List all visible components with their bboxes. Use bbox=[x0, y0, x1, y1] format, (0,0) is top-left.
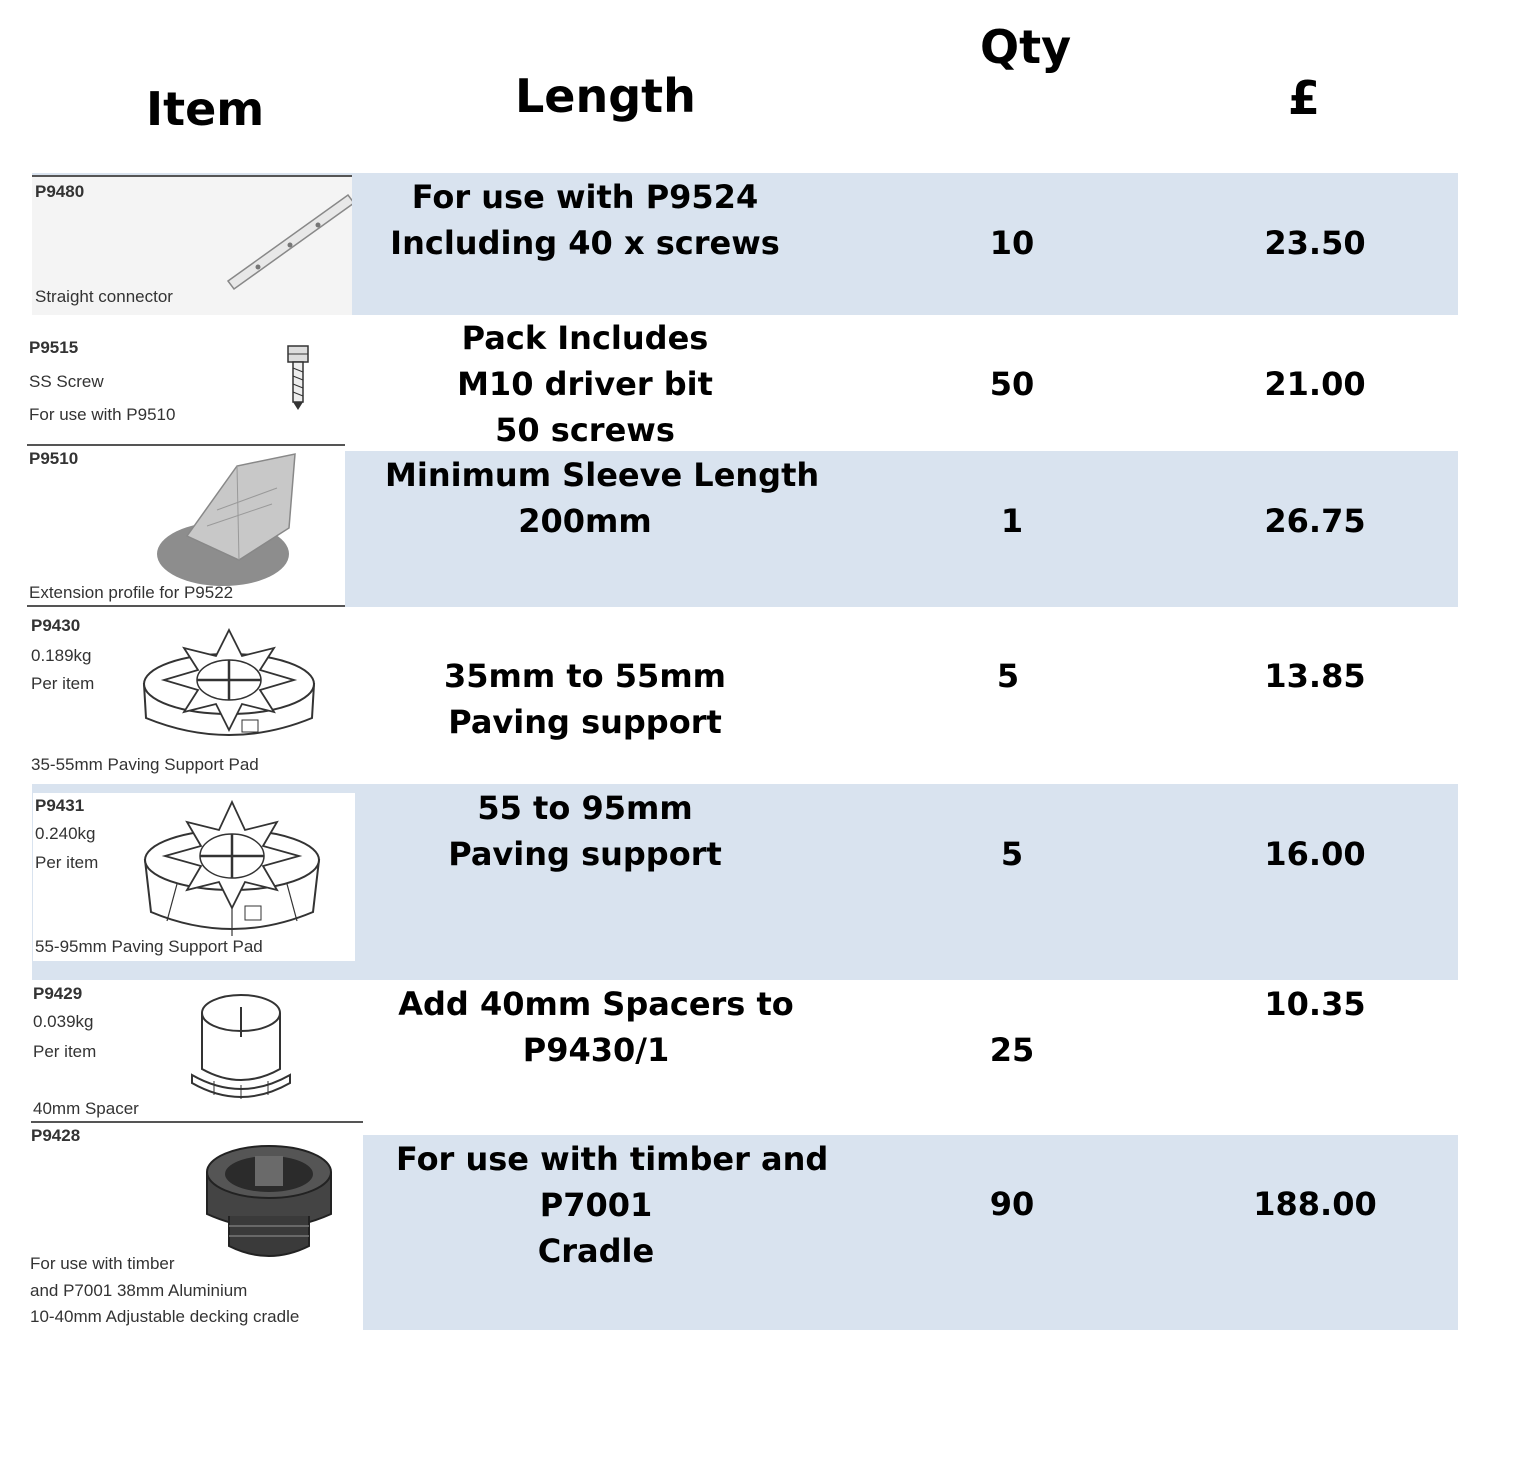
thumbnail-p9429 bbox=[31, 981, 363, 1124]
item-code: P9428 bbox=[31, 1126, 81, 1145]
item-caption: For use with P9510 bbox=[29, 405, 176, 424]
item-caption: 35-55mm Paving Support Pad bbox=[31, 755, 259, 774]
item-code: P9431 bbox=[35, 796, 85, 815]
item-code: P9510 bbox=[29, 449, 79, 468]
thumbnail-p9428 bbox=[29, 1124, 363, 1330]
header-length: Length bbox=[515, 69, 696, 123]
length-cell: 55 to 95mm Paving support bbox=[448, 789, 722, 873]
length-cell: For use with timber and P7001 Cradle bbox=[396, 1140, 829, 1270]
qty-cell: 10 bbox=[989, 224, 1035, 262]
length-cell: Minimum Sleeve Length 200mm bbox=[385, 456, 820, 540]
item-caption: SS Screw bbox=[29, 372, 104, 391]
qty-cell: 25 bbox=[989, 1031, 1035, 1069]
price-cell: 16.00 bbox=[1264, 835, 1366, 873]
paving-support-pad-icon bbox=[134, 622, 324, 752]
price-cell: 10.35 bbox=[1264, 985, 1366, 1023]
qty-cell: 90 bbox=[989, 1185, 1035, 1223]
thumbnail-p9431 bbox=[33, 793, 355, 961]
price-cell: 21.00 bbox=[1264, 365, 1366, 403]
thumbnail-p9480 bbox=[32, 175, 352, 315]
length-cell: Add 40mm Spacers to P9430/1 bbox=[398, 985, 794, 1069]
paving-support-pad-icon bbox=[137, 796, 327, 946]
item-caption: and P7001 38mm Aluminium bbox=[30, 1281, 248, 1300]
header-item: Item bbox=[146, 82, 265, 136]
header-qty: Qty bbox=[980, 20, 1072, 74]
thumbnail-p9430 bbox=[29, 614, 345, 782]
decking-cradle-icon bbox=[199, 1142, 349, 1262]
thumbnail-p9515 bbox=[27, 330, 345, 448]
item-caption: 55-95mm Paving Support Pad bbox=[35, 937, 263, 956]
item-caption: For use with timber bbox=[30, 1254, 175, 1273]
qty-cell: 5 bbox=[1000, 835, 1024, 873]
item-caption: Per item bbox=[31, 674, 95, 693]
qty-cell: 5 bbox=[996, 657, 1020, 695]
item-caption: 0.189kg bbox=[31, 646, 92, 665]
length-cell: Pack Includes M10 driver bit 50 screws bbox=[457, 319, 713, 449]
length-cell: 35mm to 55mm Paving support bbox=[444, 657, 726, 741]
item-code: P9429 bbox=[33, 984, 83, 1003]
header-price: £ bbox=[1288, 71, 1321, 125]
screw-icon bbox=[282, 344, 322, 414]
item-caption: Extension profile for P9522 bbox=[29, 583, 234, 602]
item-caption: 40mm Spacer bbox=[33, 1099, 139, 1118]
qty-cell: 1 bbox=[1000, 502, 1024, 540]
price-cell: 26.75 bbox=[1264, 502, 1366, 540]
item-caption: Per item bbox=[35, 853, 99, 872]
item-caption: 10-40mm Adjustable decking cradle bbox=[30, 1307, 300, 1326]
item-caption: 0.240kg bbox=[35, 824, 96, 843]
price-cell: 23.50 bbox=[1264, 224, 1366, 262]
item-caption: Per item bbox=[33, 1042, 97, 1061]
length-cell: For use with P9524 Including 40 x screws bbox=[390, 178, 780, 262]
item-caption: 0.039kg bbox=[33, 1012, 94, 1031]
thumbnail-p9510 bbox=[27, 448, 345, 608]
item-code: P9480 bbox=[35, 182, 85, 201]
item-caption: Straight connector bbox=[35, 287, 173, 306]
price-cell: 188.00 bbox=[1253, 1185, 1377, 1223]
spacer-icon bbox=[186, 987, 296, 1117]
item-code: P9430 bbox=[31, 616, 81, 635]
price-cell: 13.85 bbox=[1264, 657, 1366, 695]
item-code: P9515 bbox=[29, 338, 79, 357]
qty-cell: 50 bbox=[989, 365, 1035, 403]
